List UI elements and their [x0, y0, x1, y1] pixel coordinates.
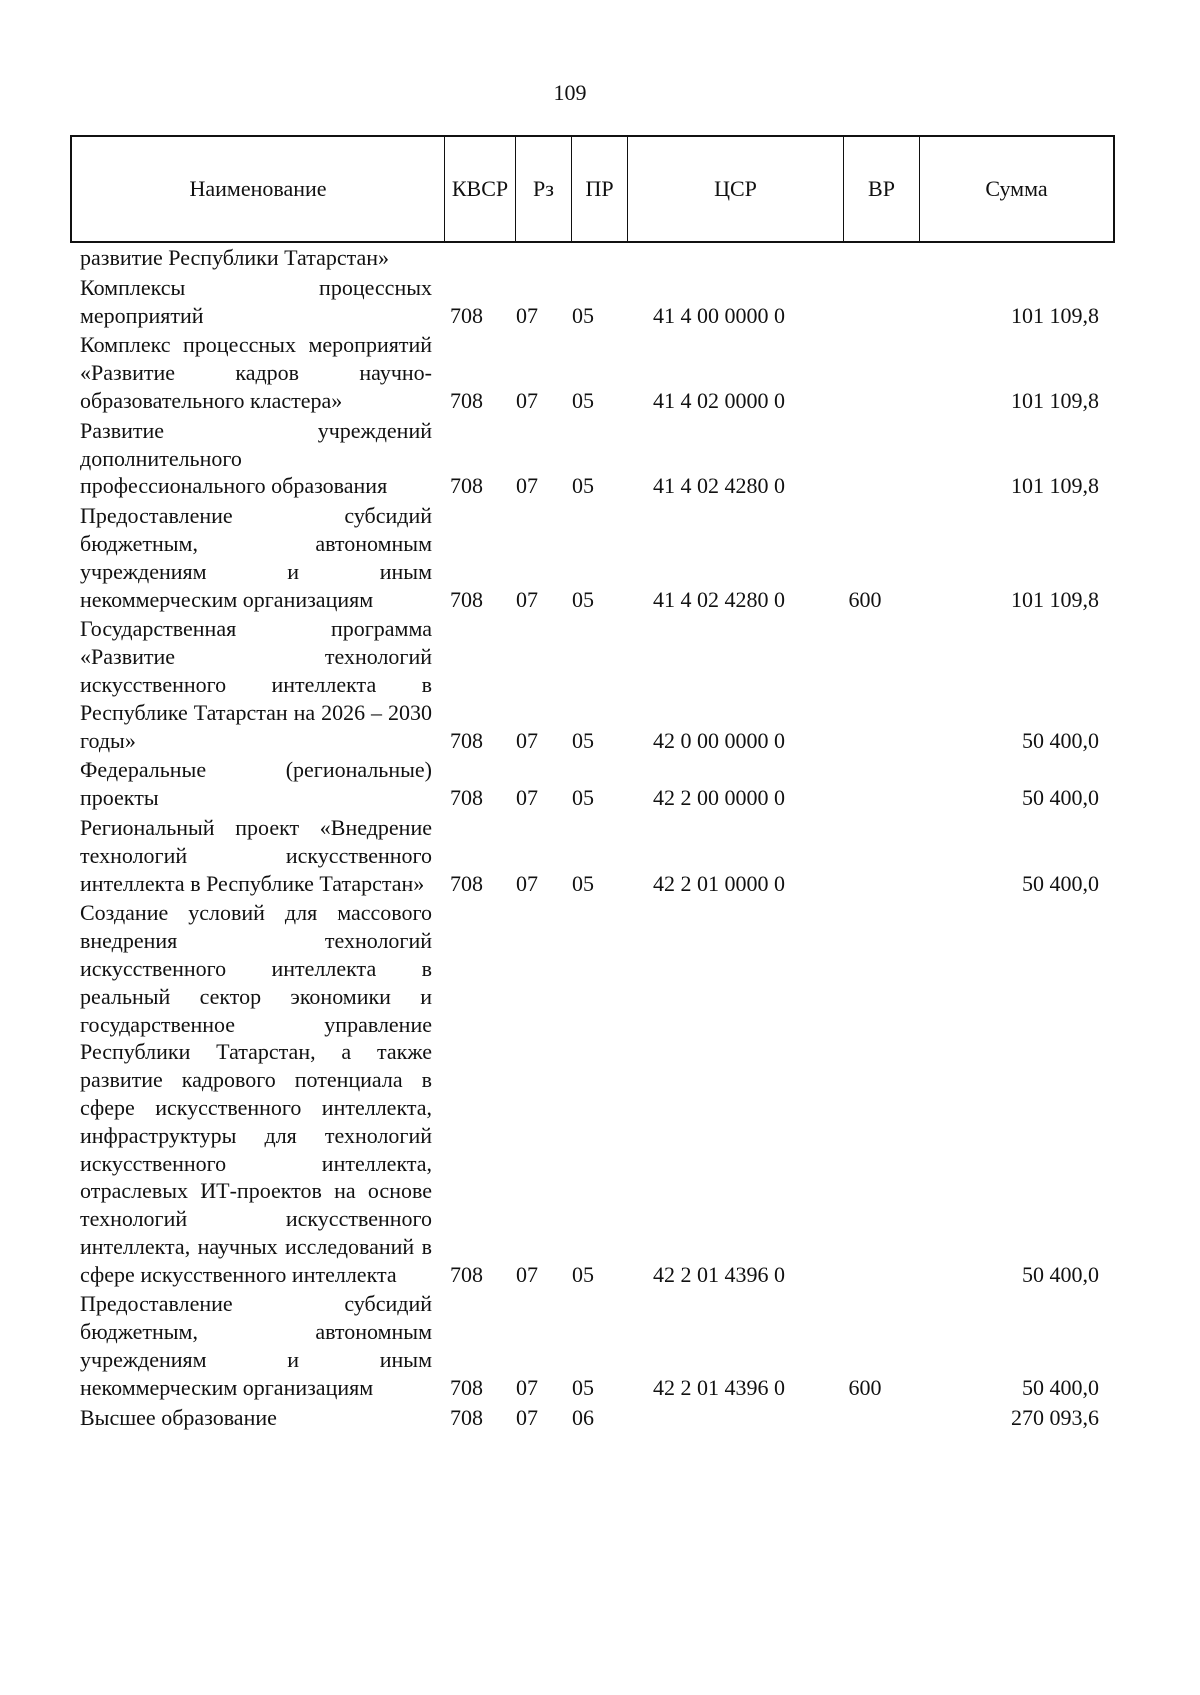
row-sum: 101 109,8 [1011, 473, 1099, 499]
row-rz: 07 [516, 387, 538, 413]
row-csr: 42 0 00 0000 0 [653, 727, 785, 753]
table-row [80, 615, 1120, 754]
row-csr: 42 2 01 0000 0 [653, 870, 785, 896]
row-rz: 07 [516, 785, 538, 811]
row-rz: 07 [516, 1374, 538, 1400]
row-sum: 50 400,0 [1022, 870, 1099, 896]
row-pr: 05 [572, 1261, 594, 1287]
table-row [80, 244, 1120, 272]
table-row [80, 756, 1120, 812]
row-rz: 07 [516, 727, 538, 753]
table-row [80, 1290, 1120, 1401]
row-rz: 07 [516, 473, 538, 499]
table-row [80, 502, 1120, 613]
row-sum: 101 109,8 [1011, 302, 1099, 328]
row-name: Государственная программа «Развитие технологий искусственного интеллекта в Республике Татарстан на 2026 – 2030 годы» [80, 616, 432, 753]
row-kvsr: 708 [450, 473, 483, 499]
row-rz: 07 [516, 1261, 538, 1287]
row-name: Создание условий для массового внедрения технологий искусственного интеллекта в реальный сектор экономики и государственное управление Республики Татарстан, а также развитие кадрового потенциала в сфере искусственного интеллекта, инфраструктуры для технологий искусственного интеллекта, отраслевых ИТ-проектов на основе технологий искусственного интеллекта, научных исследований в сфере искусственного интеллекта [80, 900, 432, 1287]
row-vr: 600 [848, 1374, 882, 1400]
header-sum: Сумма [985, 176, 1048, 201]
row-rz: 07 [516, 586, 538, 612]
row-kvsr: 708 [450, 1261, 483, 1287]
row-name: Федеральные (региональные) проекты [80, 757, 432, 811]
table-row [80, 417, 1120, 500]
row-kvsr: 708 [450, 1404, 483, 1430]
row-name: Развитие учреждений дополнительного профессионального образования [80, 417, 432, 499]
row-sum: 101 109,8 [1011, 586, 1099, 612]
row-csr: 41 4 02 4280 0 [653, 586, 785, 612]
row-sum: 101 109,8 [1011, 387, 1099, 413]
row-pr: 05 [572, 302, 594, 328]
row-sum: 50 400,0 [1022, 1261, 1099, 1287]
header-kvsr: КВСР [445, 137, 516, 241]
row-name: развитие Республики Татарстан» [80, 245, 390, 270]
row-pr: 05 [572, 785, 594, 811]
row-sum: 50 400,0 [1022, 785, 1099, 811]
row-sum: 50 400,0 [1022, 1374, 1099, 1400]
row-csr: 41 4 02 4280 0 [653, 473, 785, 499]
row-kvsr: 708 [450, 727, 483, 753]
page-number: 109 [553, 80, 587, 105]
row-name: Предоставление субсидий бюджетным, автономным учреждениям и иным некоммерческим организациям [80, 503, 432, 612]
row-vr: 600 [848, 586, 882, 612]
row-csr: 41 4 00 0000 0 [653, 302, 785, 328]
row-kvsr: 708 [450, 1374, 483, 1400]
row-pr: 05 [572, 870, 594, 896]
row-name: Высшее образование [80, 1404, 277, 1430]
header-pr: ПР [572, 137, 628, 241]
row-pr: 05 [572, 727, 594, 753]
row-name: Комплексы процессных мероприятий [80, 274, 432, 328]
table-body [80, 244, 1120, 1433]
row-pr: 05 [572, 473, 594, 499]
row-csr: 42 2 00 0000 0 [653, 785, 785, 811]
row-kvsr: 708 [450, 586, 483, 612]
row-pr: 06 [572, 1404, 594, 1430]
header-vr: ВР [844, 137, 920, 241]
row-csr: 41 4 02 0000 0 [653, 387, 785, 413]
row-csr: 42 2 01 4396 0 [653, 1374, 785, 1400]
row-name: Комплекс процессных мероприятий «Развитие кадров научно-образовательного кластера» [80, 332, 432, 413]
row-pr: 05 [572, 387, 594, 413]
row-rz: 07 [516, 302, 538, 328]
table-row [80, 274, 1120, 330]
table-row [80, 1404, 1120, 1432]
row-sum: 270 093,6 [1011, 1404, 1099, 1430]
row-csr: 42 2 01 4396 0 [653, 1261, 785, 1287]
table-header [70, 135, 1115, 243]
row-kvsr: 708 [450, 302, 483, 328]
table-row [80, 899, 1120, 1288]
row-name: Предоставление субсидий бюджетным, автономным учреждениям и иным некоммерческим организациям [80, 1291, 432, 1400]
header-rz: Рз [516, 137, 572, 241]
table-row [80, 331, 1120, 414]
row-pr: 05 [572, 586, 594, 612]
row-rz: 07 [516, 870, 538, 896]
row-rz: 07 [516, 1404, 538, 1430]
row-kvsr: 708 [450, 870, 483, 896]
row-kvsr: 708 [450, 785, 483, 811]
row-kvsr: 708 [450, 387, 483, 413]
row-name: Региональный проект «Внедрение технологий искусственного интеллекта в Республике Татарстан» [80, 814, 432, 896]
table-row [80, 814, 1120, 897]
header-name: Наименование [72, 137, 445, 241]
header-csr: ЦСР [628, 137, 844, 241]
row-pr: 05 [572, 1374, 594, 1400]
row-sum: 50 400,0 [1022, 727, 1099, 753]
